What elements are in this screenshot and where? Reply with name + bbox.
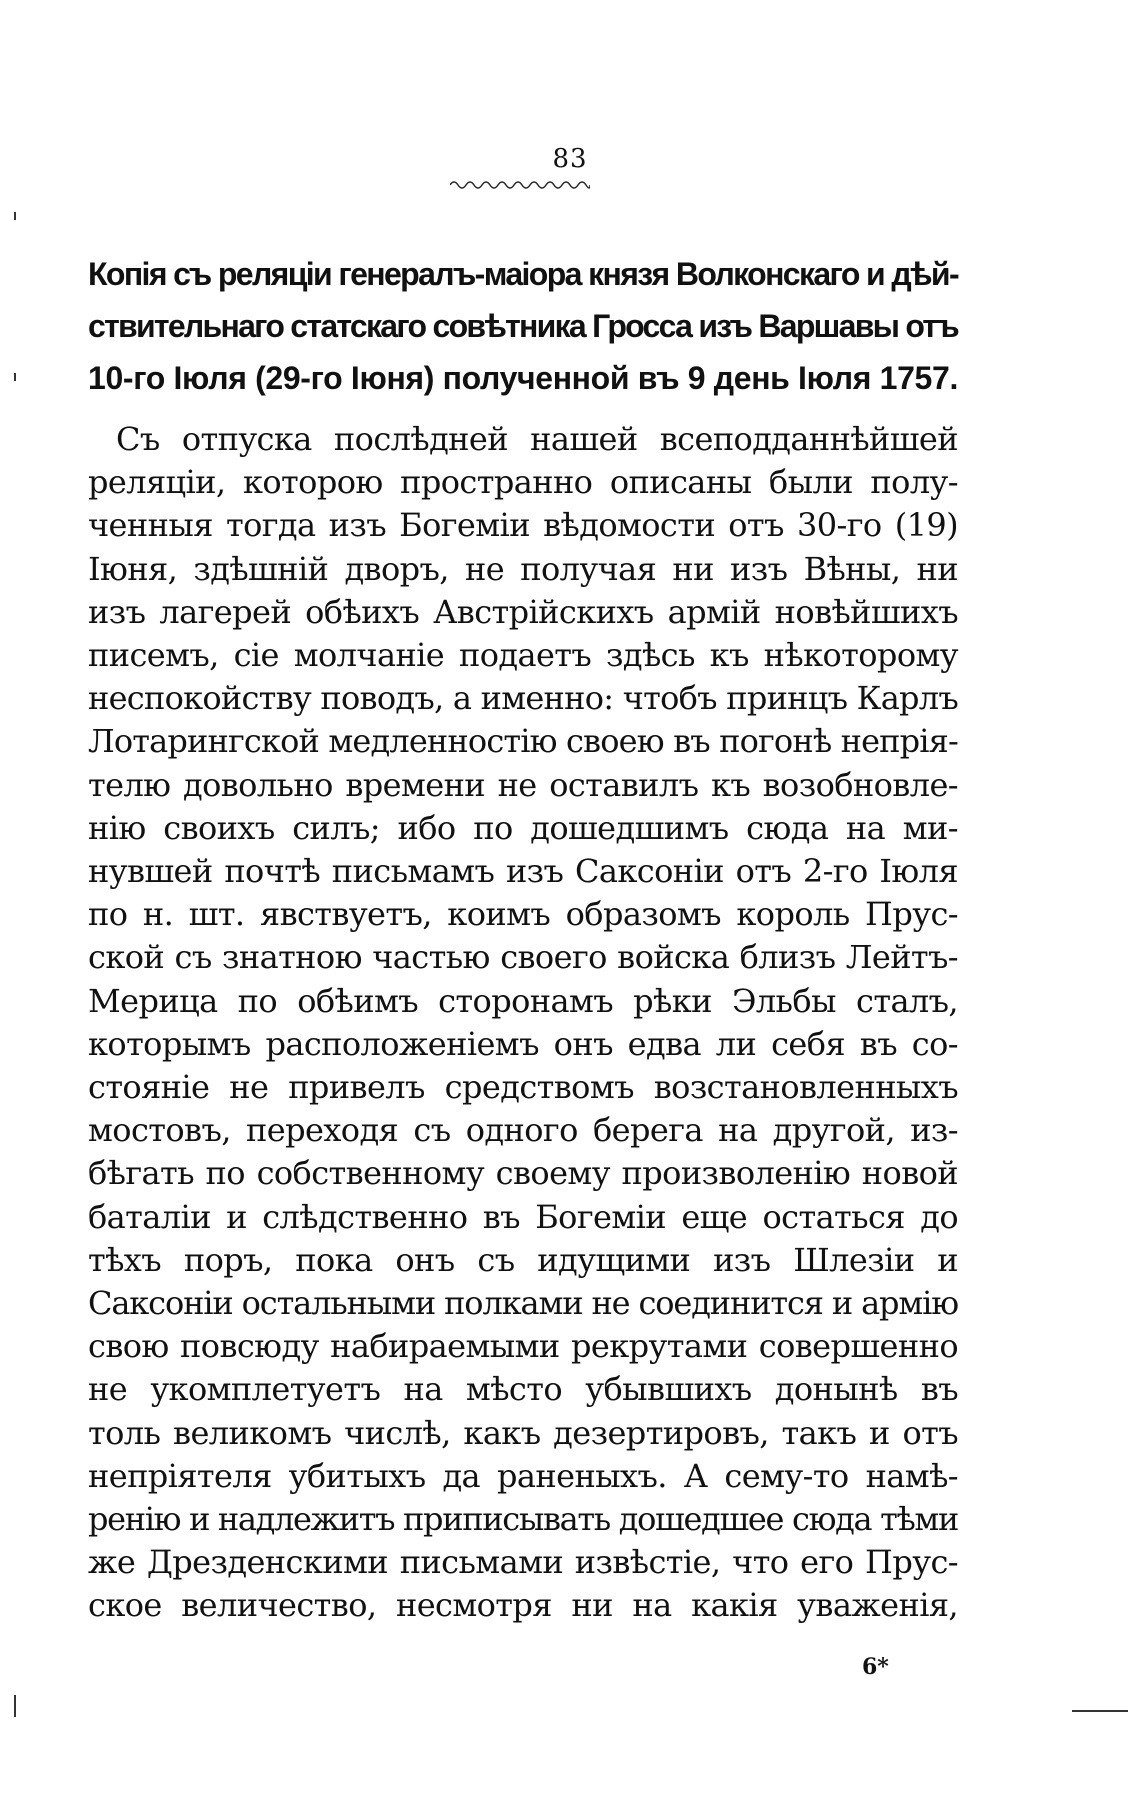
heading-line: ствительнаго статскаго совѣтника Гросса изъ Варшавы отъ [88,308,958,344]
body-text [88,418,958,1628]
body-line: бѣгать по собственному своему произволенію новой [88,1154,958,1193]
body-line: неспокойству поводъ, а именно: чтобъ принцъ Карлъ [88,679,958,718]
body-line: ской съ знатною частью своего войска близъ Лейтъ- [88,938,958,977]
body-line: свою повсюду набираемыми рекрутами совершенно [88,1327,958,1366]
body-line: Саксоніи остальными полками не соединится и армію [88,1284,958,1323]
body-line: тѣхъ поръ, пока онъ съ идущими изъ Шлезіи и [88,1240,958,1279]
margin-mark [1072,1710,1128,1712]
signature-mark: 6* [862,1654,889,1680]
wavy-rule-ornament [450,176,590,190]
margin-mark [14,373,16,381]
body-line: ченныя тогда изъ Богеміи вѣдомости отъ 30-го (19) [88,506,958,545]
body-line: же Дрезденскими письмами извѣстіе, что его Прус- [88,1543,958,1582]
heading-line: Копія съ реляціи генералъ-маіора князя Волконскаго и дѣй- [88,256,958,292]
body-line: ренію и надлежитъ приписывать дошедшее сюда тѣми [88,1500,958,1539]
body-line: нувшей почтѣ письмамъ изъ Саксоніи отъ 2-го Іюля [88,852,958,891]
heading-line: 10-го Іюля (29-го Іюня) полученной въ 9 день Іюля 1757. [88,360,958,396]
body-line: Іюня, здѣшній дворъ, не получая ни изъ Вѣны, ни [88,549,958,588]
body-line: Лотарингской медленностію своею въ погонѣ непрія- [88,722,958,761]
body-line: баталіи и слѣдственно въ Богеміи еще остаться до [88,1197,958,1236]
body-line: ское величество, несмотря ни на какія уваженія, [88,1586,958,1625]
body-line: которымъ расположеніемъ онъ едва ли себя въ со- [88,1024,958,1063]
body-line: не укомплетуетъ на мѣсто убывшихъ донынѣ въ [88,1370,958,1409]
body-line: изъ лагерей обѣихъ Австрійскихъ армій новѣйшихъ [88,592,958,631]
body-line: телю довольно времени не оставилъ къ возобновле- [88,765,958,804]
body-line: Мерица по обѣимъ сторонамъ рѣки Эльбы сталъ, [88,981,958,1020]
page-number: 83 [552,144,588,174]
margin-mark [14,212,16,220]
body-line: непріятеля убитыхъ да раненыхъ. А сему-то намѣ- [88,1456,958,1495]
body-line: Съ отпуска послѣдней нашей всеподданнѣйшей [116,420,958,458]
body-line: толь великомъ числѣ, какъ дезертировъ, такъ и отъ [88,1413,958,1452]
body-line: нію своихъ силъ; ибо по дошедшимъ сюда на ми- [88,808,958,847]
margin-mark [14,1695,16,1717]
body-line: мостовъ, переходя съ одного берега на другой, из- [88,1111,958,1150]
body-line: стояніе не привелъ средствомъ возстановленныхъ [88,1068,958,1107]
document-heading [88,248,958,404]
body-line: реляціи, которою пространно описаны были полу- [88,463,958,502]
body-line: писемъ, сіе молчаніе подаетъ здѣсь къ нѣкоторому [88,636,958,675]
body-line: по н. шт. явствуетъ, коимъ образомъ король Прус- [88,895,958,934]
